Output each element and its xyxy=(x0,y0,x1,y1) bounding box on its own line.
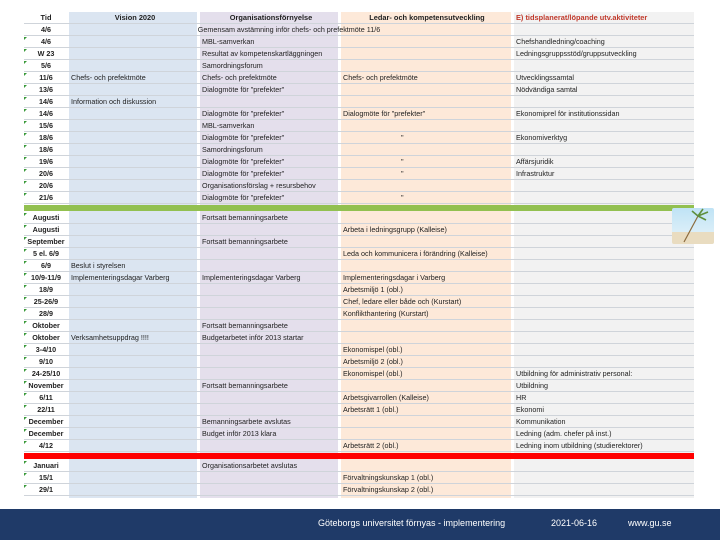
table-row xyxy=(24,84,694,96)
cell-vision xyxy=(69,48,199,59)
cell-org: MBL-samverkan xyxy=(202,37,255,46)
cell-utv xyxy=(514,356,696,367)
cell-utv xyxy=(514,224,696,235)
cell-utv xyxy=(514,272,696,283)
table-row xyxy=(24,484,694,496)
header-ledar: Ledar- och kompetensutveckling xyxy=(369,13,485,22)
cell-ledar xyxy=(341,460,511,471)
header-utv: E) tidsplanerat/löpande utv.aktiviteter xyxy=(516,13,648,22)
cell-tid: 20/6 xyxy=(39,181,53,190)
cell-org xyxy=(200,260,340,271)
table-row xyxy=(24,72,694,84)
table-row xyxy=(24,212,694,224)
table-row xyxy=(24,24,694,36)
cell-ledar: Ekonomispel (obl.) xyxy=(343,345,403,354)
cell-ledar xyxy=(341,428,511,439)
cell-ledar xyxy=(341,260,511,271)
cell-utv: HR xyxy=(516,393,527,402)
table-row xyxy=(24,36,694,48)
cell-utv: Ekonomiprel för institutionssidan xyxy=(516,109,620,118)
cell-vision xyxy=(69,224,199,235)
header-org: Organisationsförnyelse xyxy=(229,13,313,22)
cell-org xyxy=(200,308,340,319)
table-row xyxy=(24,368,694,380)
cell-vision xyxy=(69,284,199,295)
cell-vision xyxy=(69,440,199,451)
cell-ledar: Konflikthantering (Kurstart) xyxy=(343,309,429,318)
cell-ledar: Leda och kommunicera i förändring (Kalleise) xyxy=(343,249,488,258)
cell-tid: 4/12 xyxy=(39,441,53,450)
cell-vision: Information och diskussion xyxy=(71,97,157,106)
cell-ledar: Arbetsrätt 1 (obl.) xyxy=(343,405,399,414)
table-row xyxy=(24,284,694,296)
cell-org xyxy=(200,248,340,259)
cell-vision: Chefs- och prefektmöte xyxy=(71,73,146,82)
cell-tid: 10/9-11/9 xyxy=(31,273,61,282)
cell-ledar xyxy=(341,236,511,247)
cell-utv xyxy=(514,248,696,259)
cell-org: Organisationsförslag + resursbehov xyxy=(202,181,316,190)
cell-tid: 25-26/9 xyxy=(33,297,59,306)
cell-org: Budgetarbetet inför 2013 startar xyxy=(202,333,304,342)
table-row xyxy=(24,60,694,72)
cell-org: Bemanningsarbete avslutas xyxy=(202,417,291,426)
cell-tid: 14/6 xyxy=(39,109,53,118)
cell-ledar: Arbeta i ledningsgrupp (Kalleise) xyxy=(343,225,447,234)
cell-tid: 6/11 xyxy=(39,393,53,402)
cell-vision xyxy=(69,308,199,319)
cell-utv xyxy=(514,308,696,319)
cell-org: Dialogmöte för "prefekter" xyxy=(202,85,285,94)
cell-vision xyxy=(69,248,199,259)
table-row xyxy=(24,224,694,236)
table-row xyxy=(24,144,694,156)
table-row xyxy=(24,272,694,284)
table-row xyxy=(24,156,694,168)
merged-cell: Gemensam avstämning inför chefs- och prefektmöte 11/6 xyxy=(197,25,381,34)
cell-org: MBL-samverkan xyxy=(202,121,255,130)
cell-vision xyxy=(69,392,199,403)
cell-tid: 20/6 xyxy=(39,169,53,178)
cell-vision xyxy=(69,168,199,179)
cell-org: Fortsatt bemanningsarbete xyxy=(202,321,288,330)
cell-tid: 5/6 xyxy=(41,61,51,70)
cell-tid: 11/6 xyxy=(39,73,53,82)
header-row xyxy=(24,12,694,24)
cell-ledar xyxy=(341,144,511,155)
cell-org xyxy=(200,356,340,367)
cell-tid: 9/10 xyxy=(39,357,53,366)
cell-utv xyxy=(514,96,696,107)
cell-utv xyxy=(514,60,696,71)
cell-utv: Ekonomiverktyg xyxy=(516,133,568,142)
cell-utv xyxy=(514,260,696,271)
cell-vision: Verksamhetsuppdrag !!!! xyxy=(71,333,149,342)
cell-vision xyxy=(69,144,199,155)
cell-org: Dialogmöte för "prefekter" xyxy=(202,193,285,202)
cell-tid: Januari xyxy=(33,461,59,470)
cell-org: Resultat av kompetenskartläggningen xyxy=(202,49,323,58)
cell-vision xyxy=(69,180,199,191)
cell-ledar xyxy=(341,320,511,331)
cell-utv xyxy=(514,344,696,355)
table-row xyxy=(24,460,694,472)
cell-org: Dialogmöte för "prefekter" xyxy=(202,133,285,142)
footer-date: 2021-06-16 xyxy=(551,518,598,528)
cell-org xyxy=(200,440,340,451)
cell-ledar: " xyxy=(401,193,404,202)
cell-utv xyxy=(514,144,696,155)
cell-tid: 5 el. 6/9 xyxy=(33,249,59,258)
cell-utv: Ekonomi xyxy=(516,405,544,414)
cell-org xyxy=(200,472,340,483)
cell-ledar: Chefs- och prefektmöte xyxy=(343,73,418,82)
cell-utv xyxy=(514,120,696,131)
cell-utv: Ledningsgruppsstöd/gruppsutveckling xyxy=(516,49,637,58)
cell-vision xyxy=(69,380,199,391)
cell-ledar xyxy=(341,120,511,131)
table-row xyxy=(24,320,694,332)
cell-vision xyxy=(69,356,199,367)
cell-tid: 14/6 xyxy=(39,97,53,106)
cell-tid: 18/9 xyxy=(39,285,53,294)
header-vision: Vision 2020 xyxy=(114,13,156,22)
table-row xyxy=(24,416,694,428)
cell-ledar xyxy=(341,60,511,71)
table-row xyxy=(24,168,694,180)
cell-utv xyxy=(514,460,696,471)
cell-org: Implementeringsdagar Varberg xyxy=(202,273,301,282)
cell-org: Fortsatt bemanningsarbete xyxy=(202,213,288,222)
cell-org xyxy=(200,96,340,107)
cell-ledar xyxy=(341,36,511,47)
cell-utv: Utbildning xyxy=(516,381,548,390)
cell-ledar xyxy=(341,96,511,107)
cell-tid: 15/6 xyxy=(39,121,53,130)
cell-org: Dialogmöte för "prefekter" xyxy=(202,169,285,178)
table-row xyxy=(24,180,694,192)
table-row xyxy=(24,192,694,204)
cell-utv: Utvecklingssamtal xyxy=(516,73,574,82)
cell-vision: Implementeringsdagar Varberg xyxy=(71,273,170,282)
cell-tid: 13/6 xyxy=(39,85,53,94)
cell-vision xyxy=(69,404,199,415)
cell-tid: 21/6 xyxy=(39,193,53,202)
cell-tid: 4/6 xyxy=(41,25,51,34)
table-row xyxy=(24,260,694,272)
cell-ledar: Förvaltningskunskap 1 (obl.) xyxy=(343,473,434,482)
cell-org xyxy=(200,484,340,495)
table-row xyxy=(24,248,694,260)
table-row xyxy=(24,380,694,392)
table-row xyxy=(24,96,694,108)
cell-tid: 18/6 xyxy=(39,133,53,142)
cell-tid: November xyxy=(28,381,64,390)
cell-tid: 22/11 xyxy=(37,405,55,414)
cell-org xyxy=(200,392,340,403)
cell-tid: 4/6 xyxy=(41,37,51,46)
cell-tid: 28/9 xyxy=(39,309,53,318)
new-year-divider-band xyxy=(24,453,694,459)
cell-ledar: Ekonomispel (obl.) xyxy=(343,369,403,378)
cell-ledar: Förvaltningskunskap 2 (obl.) xyxy=(343,485,434,494)
cell-tid: 6/9 xyxy=(41,261,51,270)
beach-photo xyxy=(672,208,714,244)
cell-org: Organisationsarbetet avslutas xyxy=(202,461,298,470)
cell-ledar xyxy=(341,180,511,191)
cell-org: Dialogmöte för "prefekter" xyxy=(202,157,285,166)
cell-ledar xyxy=(341,212,511,223)
cell-ledar: Dialogmöte för "prefekter" xyxy=(343,109,426,118)
table-row xyxy=(24,404,694,416)
cell-vision xyxy=(69,368,199,379)
cell-tid: 29/1 xyxy=(39,485,53,494)
cell-ledar: Arbetsgivarrollen (Kalleise) xyxy=(343,393,429,402)
schedule-table xyxy=(24,12,694,498)
cell-utv: Utbildning för administrativ personal: xyxy=(516,369,633,378)
table-row xyxy=(24,440,694,452)
cell-org xyxy=(200,368,340,379)
cell-vision xyxy=(69,460,199,471)
cell-org xyxy=(200,296,340,307)
cell-utv xyxy=(514,180,696,191)
cell-org xyxy=(200,224,340,235)
cell-utv xyxy=(514,472,696,483)
table-row xyxy=(24,132,694,144)
cell-utv xyxy=(514,296,696,307)
cell-ledar xyxy=(341,332,511,343)
cell-tid: Augusti xyxy=(32,213,60,222)
table-row xyxy=(24,48,694,60)
cell-utv xyxy=(514,320,696,331)
cell-tid: December xyxy=(28,429,64,438)
cell-tid: Oktober xyxy=(32,333,60,342)
cell-ledar: Arbetsmiljö 2 (obl.) xyxy=(343,357,403,366)
cell-org: Dialogmöte för "prefekter" xyxy=(202,109,285,118)
cell-org xyxy=(200,344,340,355)
cell-ledar: " xyxy=(401,169,404,178)
cell-org: Chefs- och prefektmöte xyxy=(202,73,277,82)
table-row xyxy=(24,120,694,132)
cell-vision xyxy=(69,120,199,131)
table-row xyxy=(24,428,694,440)
cell-vision xyxy=(69,212,199,223)
cell-ledar: " xyxy=(401,157,404,166)
cell-tid: 3-4/10 xyxy=(35,345,57,354)
cell-tid: Oktober xyxy=(32,321,60,330)
cell-vision xyxy=(69,84,199,95)
cell-tid: December xyxy=(28,417,64,426)
table-row xyxy=(24,308,694,320)
cell-org: Budget inför 2013 klara xyxy=(202,429,277,438)
cell-vision xyxy=(69,132,199,143)
cell-utv: Nödvändiga samtal xyxy=(516,85,578,94)
cell-ledar: " xyxy=(401,133,404,142)
cell-vision xyxy=(69,484,199,495)
cell-org: Fortsatt bemanningsarbete xyxy=(202,237,288,246)
table-row xyxy=(24,332,694,344)
cell-utv: Chefshandledning/coaching xyxy=(516,37,605,46)
summer-divider-band xyxy=(24,205,694,211)
cell-tid: 18/6 xyxy=(39,145,53,154)
cell-ledar: Arbetsrätt 2 (obl.) xyxy=(343,441,399,450)
table-row xyxy=(24,392,694,404)
cell-vision xyxy=(69,416,199,427)
cell-vision xyxy=(69,472,199,483)
footer-title: Göteborgs universitet förnyas - implementering xyxy=(318,518,506,528)
cell-org: Fortsatt bemanningsarbete xyxy=(202,381,288,390)
footer-url: www.gu.se xyxy=(628,518,672,528)
table-row xyxy=(24,236,694,248)
cell-vision xyxy=(69,108,199,119)
cell-utv: Infrastruktur xyxy=(516,169,555,178)
cell-vision xyxy=(69,428,199,439)
cell-vision xyxy=(69,192,199,203)
table-row xyxy=(24,356,694,368)
cell-utv: Ledning (adm. chefer på inst.) xyxy=(516,429,612,438)
cell-org xyxy=(200,284,340,295)
cell-tid: September xyxy=(27,237,65,246)
cell-utv xyxy=(514,284,696,295)
cell-vision xyxy=(69,236,199,247)
cell-ledar xyxy=(341,48,511,59)
table-row xyxy=(24,344,694,356)
cell-vision xyxy=(69,344,199,355)
cell-vision xyxy=(69,60,199,71)
cell-ledar xyxy=(341,84,511,95)
cell-ledar: Arbetsmiljö 1 (obl.) xyxy=(343,285,403,294)
cell-tid: 19/6 xyxy=(39,157,53,166)
table-row xyxy=(24,472,694,484)
cell-vision: Beslut i styrelsen xyxy=(71,261,126,270)
cell-utv xyxy=(514,212,696,223)
header-tid: Tid xyxy=(40,13,52,22)
cell-utv: Kommunikation xyxy=(516,417,566,426)
cell-tid: 24-25/10 xyxy=(31,369,61,378)
cell-vision xyxy=(69,320,199,331)
cell-utv: Ledning inom utbildning (studierektorer) xyxy=(516,441,643,450)
cell-vision xyxy=(69,156,199,167)
cell-utv: Affärsjuridik xyxy=(516,157,554,166)
cell-org xyxy=(200,404,340,415)
cell-ledar xyxy=(341,380,511,391)
cell-vision xyxy=(69,296,199,307)
cell-tid: 15/1 xyxy=(39,473,53,482)
cell-utv xyxy=(514,332,696,343)
cell-tid: W 23 xyxy=(37,49,55,58)
cell-ledar: Chef, ledare eller både och (Kurstart) xyxy=(343,297,462,306)
cell-ledar xyxy=(341,416,511,427)
cell-tid: Augusti xyxy=(32,225,60,234)
cell-org: Samordningsforum xyxy=(202,61,263,70)
table-row xyxy=(24,296,694,308)
cell-utv xyxy=(514,484,696,495)
cell-ledar: Implementeringsdagar i Varberg xyxy=(343,273,446,282)
table-row xyxy=(24,108,694,120)
cell-utv xyxy=(514,236,696,247)
cell-utv xyxy=(514,192,696,203)
cell-org: Samordningsforum xyxy=(202,145,263,154)
cell-vision xyxy=(69,36,199,47)
